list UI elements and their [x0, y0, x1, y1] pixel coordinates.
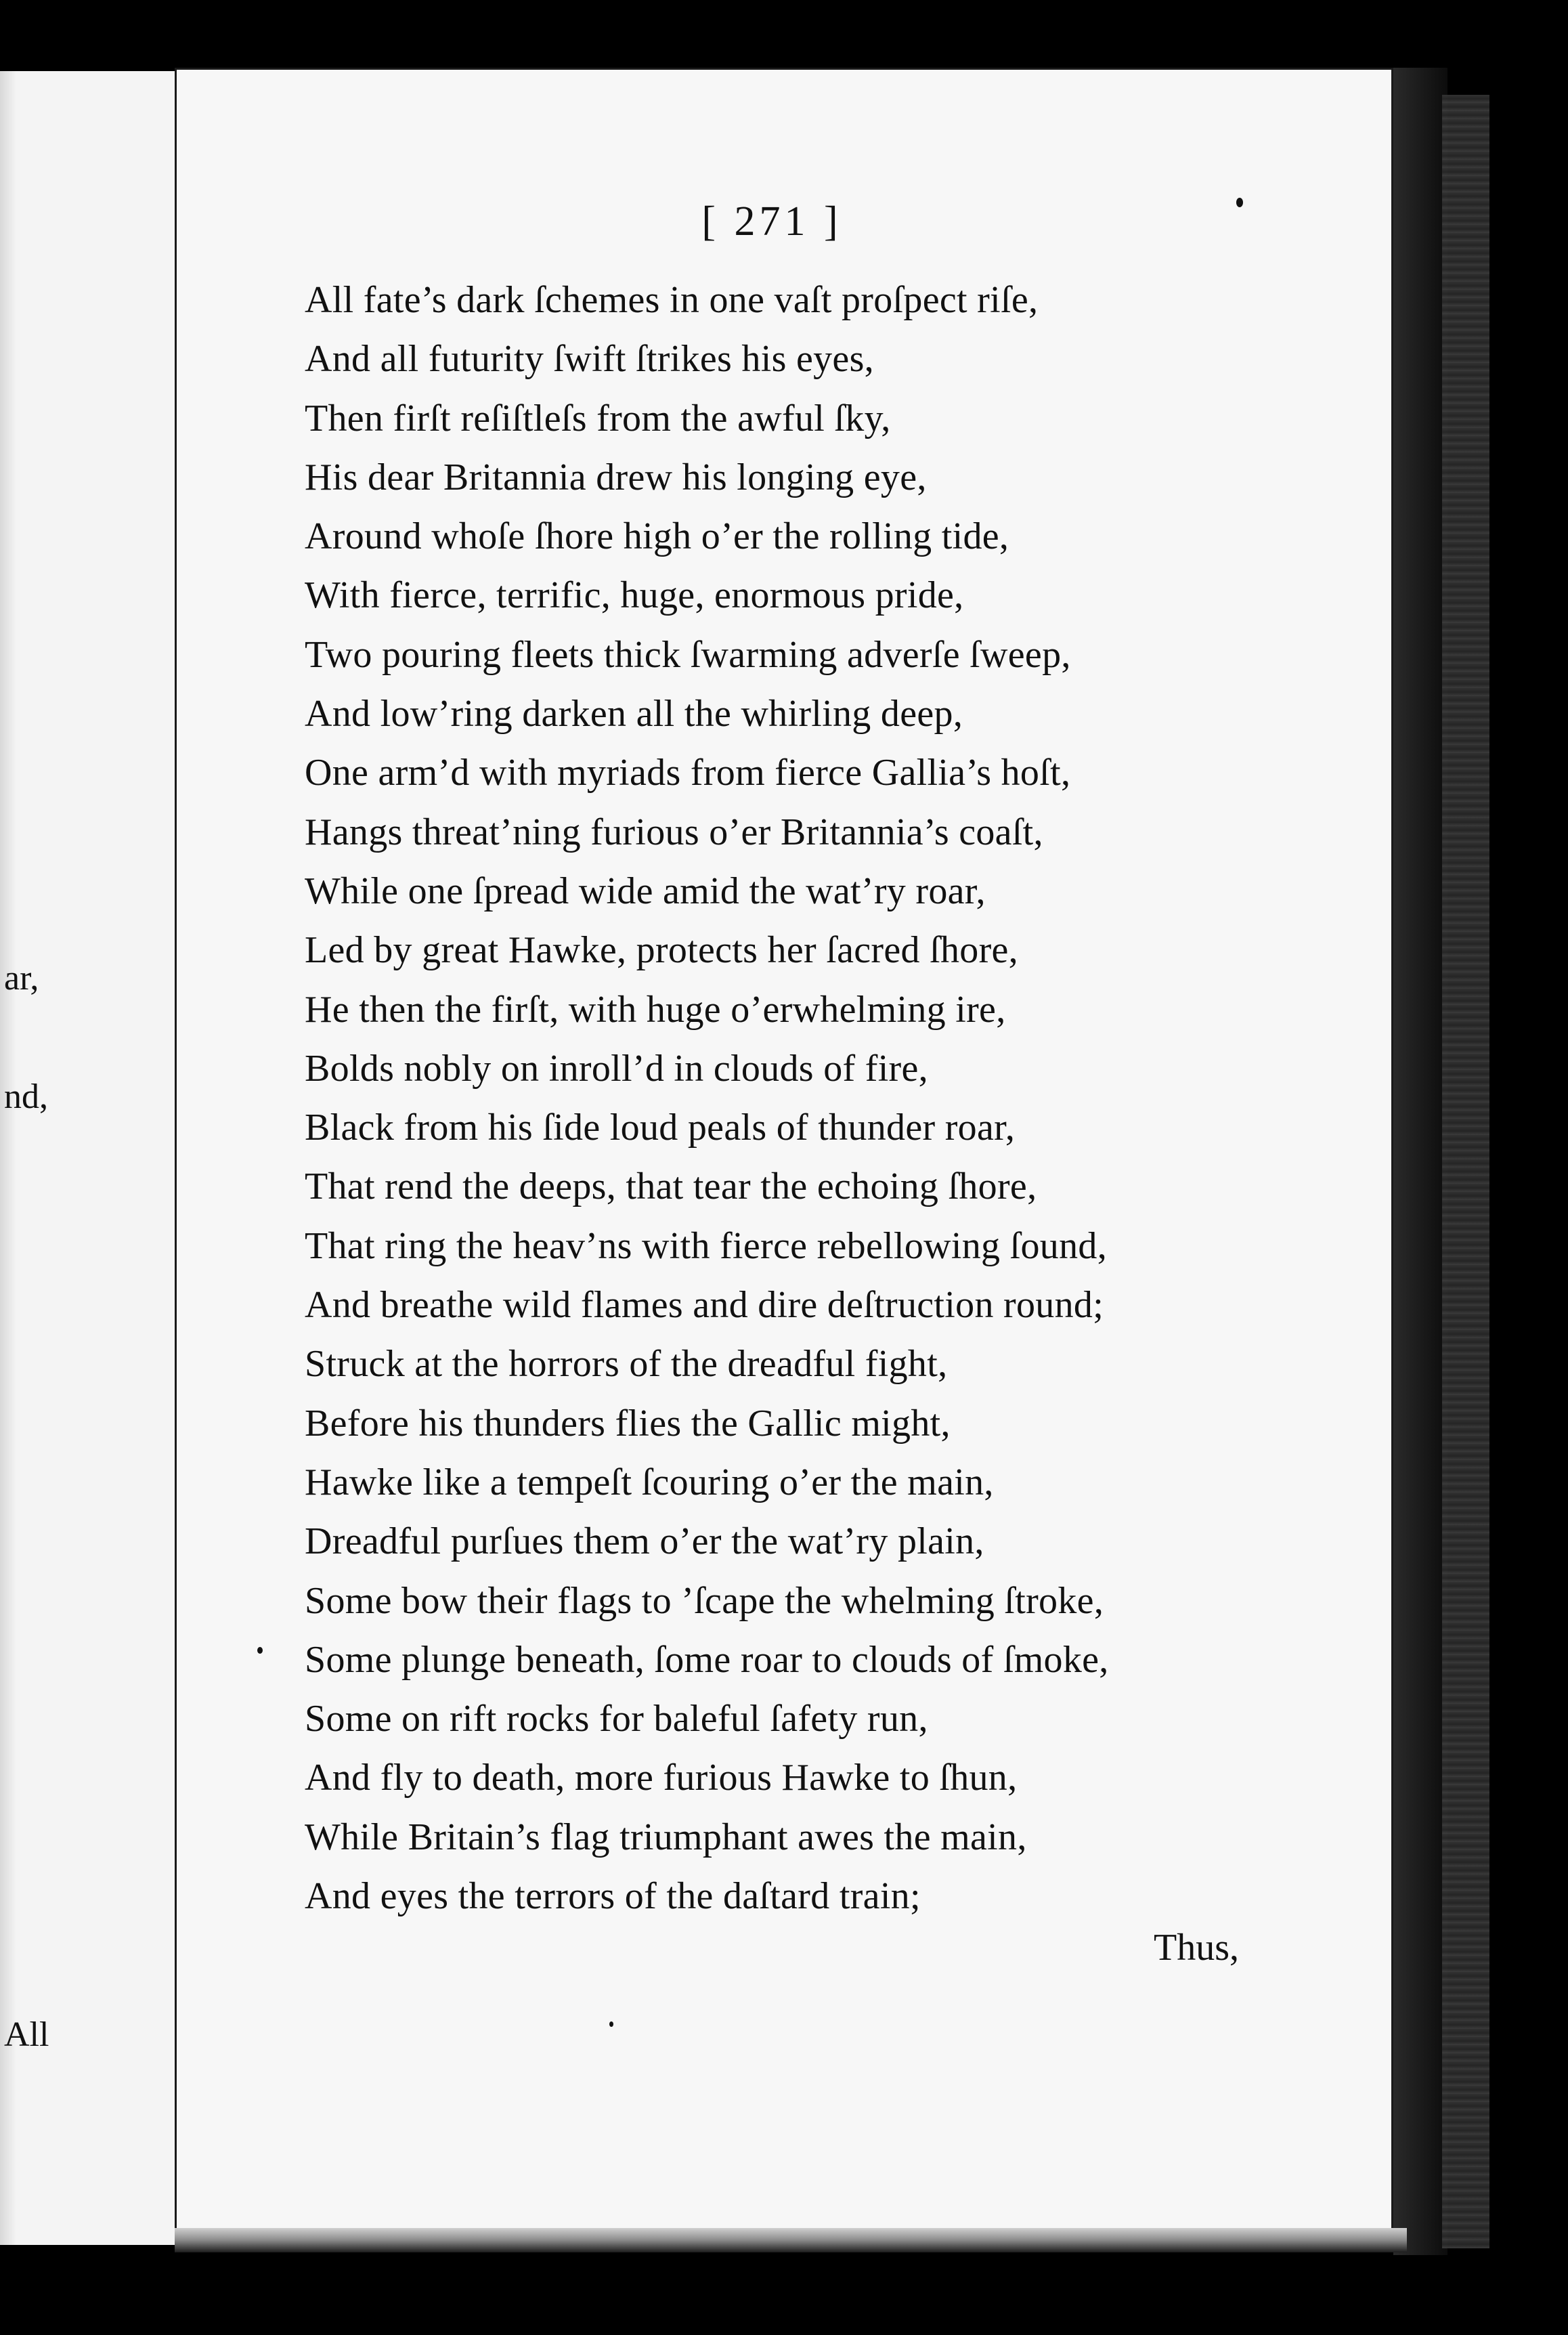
verse-line: Bolds nobly on inroll’d in clouds of fire,: [305, 1047, 928, 1090]
verse-line: He then the firſt, with huge o’erwhelming ire,: [305, 988, 1006, 1031]
facing-page-margin-word: ar,: [4, 959, 39, 998]
verse-line: Around whoſe ſhore high o’er the rolling tide,: [305, 515, 1009, 558]
verse-line: Struck at the horrors of the dreadful fight,: [305, 1343, 948, 1386]
bleed-through-line: [0, 545, 177, 565]
verse-line: Two pouring fleets thick ſwarming adverſe ſweep,: [305, 633, 1071, 676]
verse-line: Some bow their flags to ’ſcape the whelming ſtroke,: [305, 1579, 1104, 1622]
verse-line: One arm’d with myriads from fierce Gallia’s hoſt,: [305, 752, 1071, 794]
verse-line: That rend the deeps, that tear the echoing ſhore,: [305, 1165, 1037, 1208]
verse-line: And breathe wild flames and dire deſtruction round;: [305, 1284, 1104, 1327]
verse-line: Some on rift rocks for baleful ſafety run,: [305, 1698, 928, 1740]
verse-line: That ring the heav’ns with fierce rebellowing ſound,: [305, 1224, 1108, 1267]
facing-page-margin-word: nd,: [4, 1077, 48, 1116]
bleed-through-line: [0, 295, 177, 315]
facing-page-left: [0, 71, 183, 2245]
verse-line: And eyes the terrors of the daſtard train;: [305, 1875, 921, 1918]
ink-speck: [1236, 198, 1243, 207]
verse-line: And low’ring darken all the whirling deep,: [305, 693, 963, 735]
facing-page-gutter-shadow: [0, 71, 16, 2245]
catchword: Thus,: [1154, 1927, 1239, 1969]
verse-line: Hawke like a tempeſt ſcouring o’er the main,: [305, 1461, 994, 1503]
verse-line: And all futurity ſwift ſtrikes his eyes,: [305, 338, 874, 381]
verse-line: Some plunge beneath, ſome roar to clouds of ſmoke,: [305, 1638, 1109, 1681]
verse-line: His dear Britannia drew his longing eye,: [305, 456, 927, 498]
page-number: [ 271 ]: [701, 198, 842, 244]
verse-line: Hangs threat’ning furious o’er Britannia’s coaſt,: [305, 811, 1043, 853]
verse-line: With fierce, terrific, huge, enormous pride,: [305, 574, 964, 617]
verse-line: All fate’s dark ſchemes in one vaſt proſpect riſe,: [305, 279, 1039, 321]
page-edge-shadow: [1393, 68, 1447, 2255]
verse-line: While one ſpread wide amid the wat’ry roar,: [305, 870, 986, 912]
bleed-through-line: [0, 423, 177, 444]
poem-text: [305, 271, 1266, 1926]
ink-speck: [257, 1647, 263, 1654]
verse-line: Then firſt reſiſtleſs from the awful ſky,: [305, 397, 891, 440]
facing-page-margin-word: All: [4, 2015, 49, 2054]
ink-speck: [609, 2021, 613, 2027]
verse-line: Black from his ſide loud peals of thunder roar,: [305, 1107, 1016, 1149]
verse-line: While Britain’s flag triumphant awes the main,: [305, 1816, 1027, 1858]
book-fore-edge: [1442, 95, 1489, 2248]
page-bottom-edge: [175, 2228, 1407, 2252]
verse-line: Led by great Hawke, protects her ſacred ſhore,: [305, 929, 1018, 972]
verse-line: Before his thunders flies the Gallic might,: [305, 1402, 951, 1444]
verse-line: And fly to death, more furious Hawke to ſhun,: [305, 1757, 1018, 1799]
verse-line: Dreadful purſues them o’er the wat’ry plain,: [305, 1520, 984, 1563]
